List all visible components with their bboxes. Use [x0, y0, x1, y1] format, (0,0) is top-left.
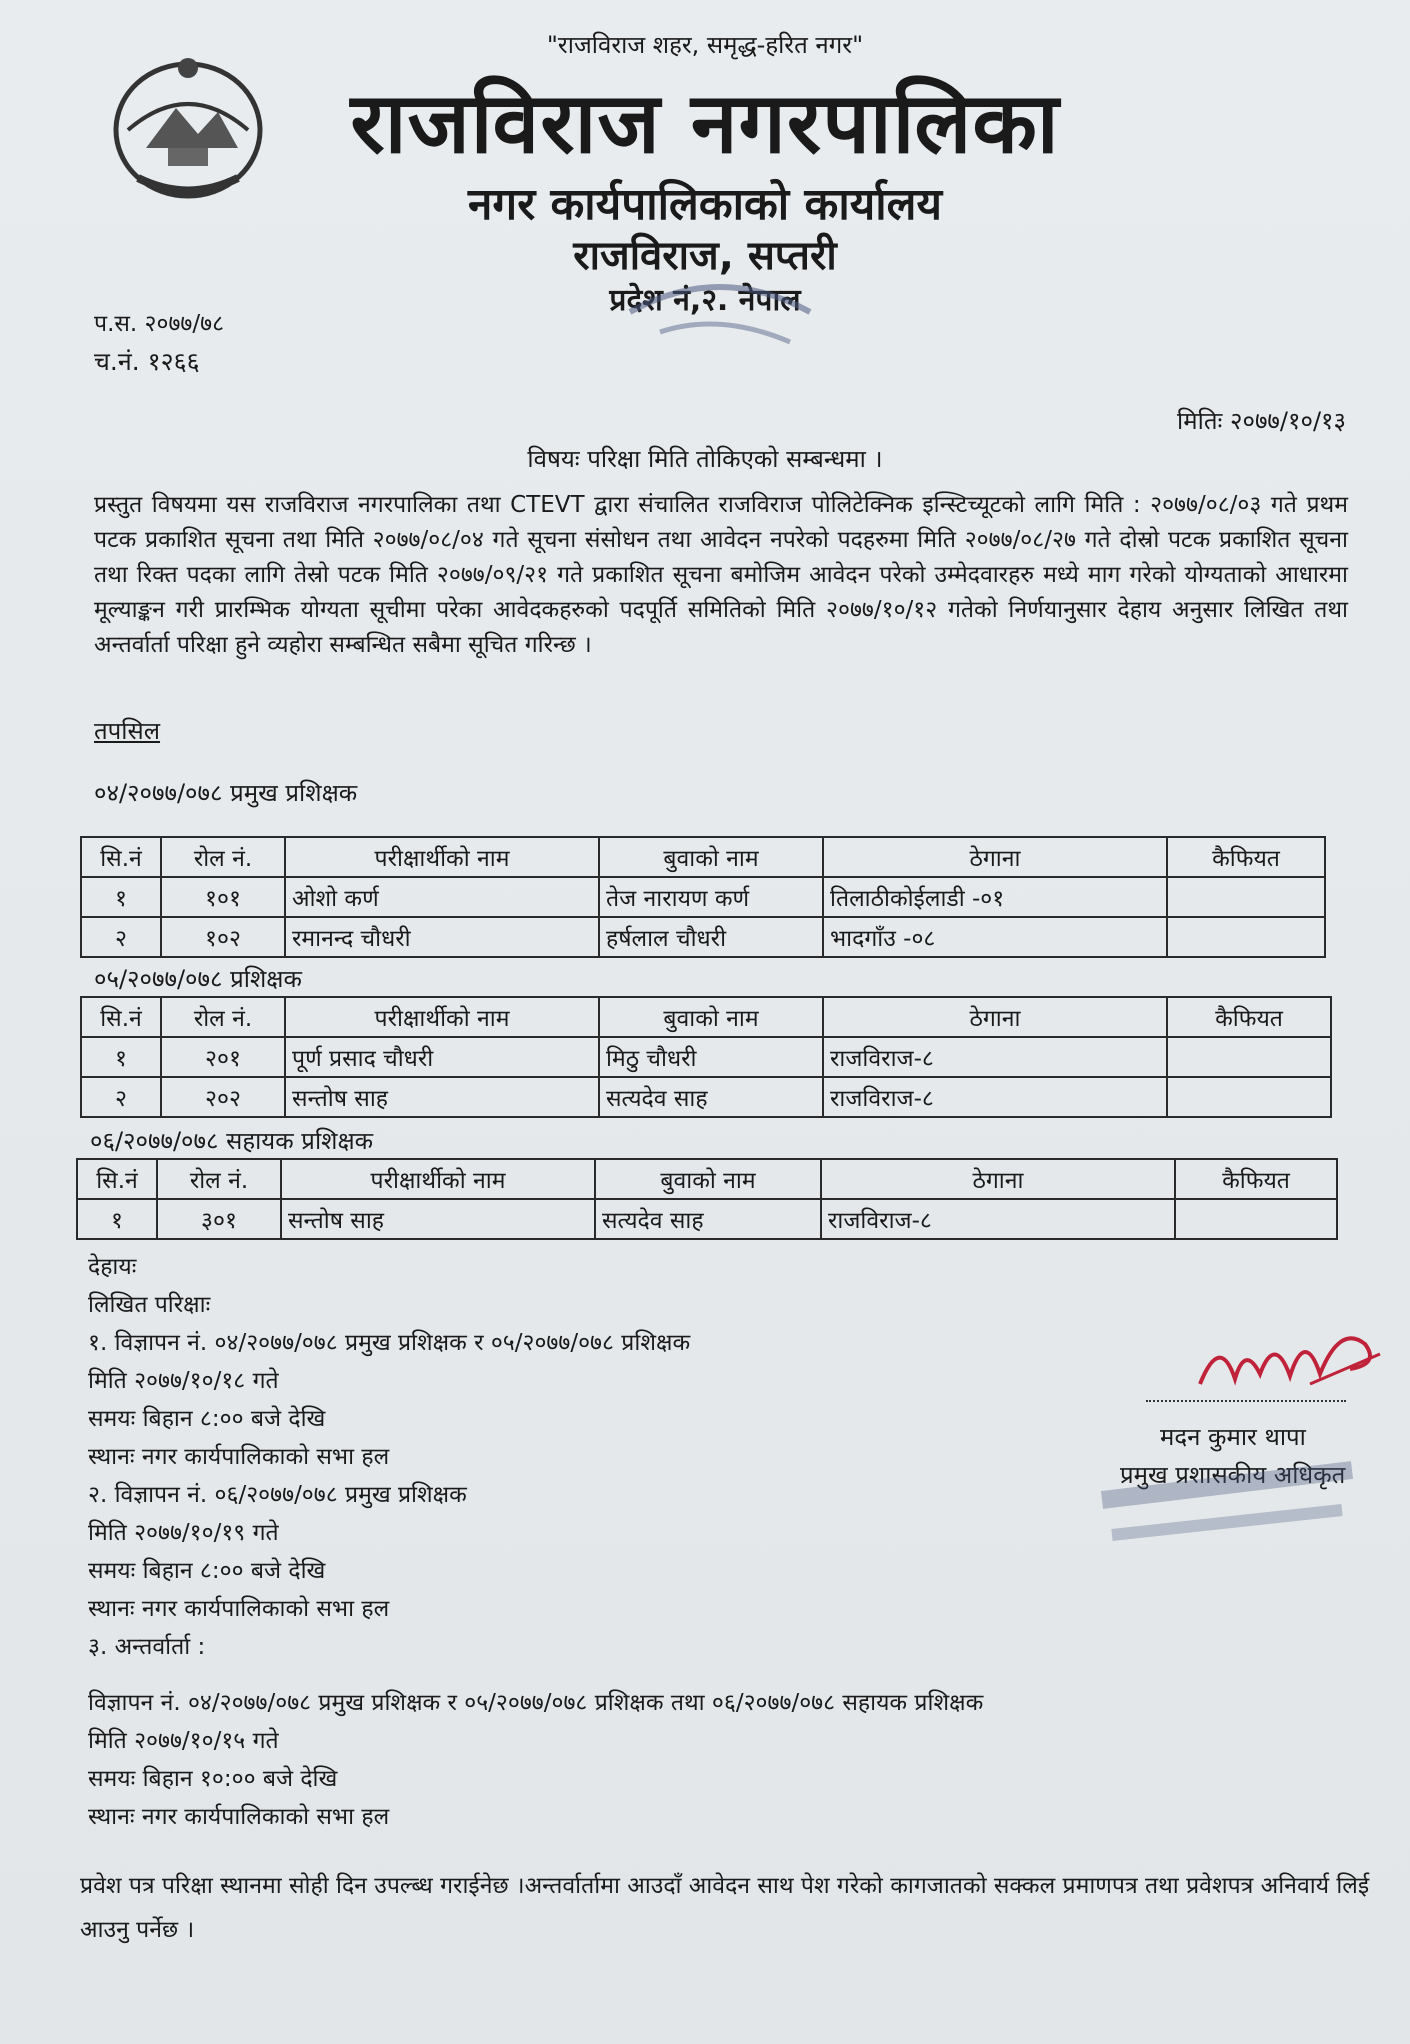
cell: २०२ — [161, 1077, 285, 1117]
cell: सत्यदेव साह — [599, 1077, 823, 1117]
dispatch-number: च.नं. १२६६ — [94, 347, 200, 376]
table-row — [81, 1037, 1331, 1077]
table-row — [77, 1199, 1337, 1239]
signatory-name: मदन कुमार थापा — [1160, 1423, 1306, 1451]
notice-body: प्रस्तुत विषयमा यस राजविराज नगरपालिका तथा CTEVT द्वारा संचालित राजविराज पोलिटेक्निक इन्स्टिच्यूटको लागि मिति : २०७७/०८/०३ गते प्रथम पटक प्रकाशित सूचना तथा मिति २०७७/०८/०४ गते सूचना संसोधन तथा आवेदन नपरेको पदहरुमा मिति २०७७/०८/२७ गते दोस्रो पटक प्रकाशित सूचना तथा रिक्त पदका लागि तेस्रो पटक मिति २०७७/०९/२१ गते प्रकाशित सूचना बमोजिम आवेदन परेको उम्मेदवारहरु मध्ये माग गरेको योग्यताको आधारमा मूल्याङ्कन गरी प्रारम्भिक योग्यता सूचीमा परेका आवेदकहरुको पदपूर्ति समितिको मिति २०७७/१०/१२ गतेको निर्णयानुसार देहाय अनुसार लिखित तथा अन्तर्वार्ता परिक्षा हुने व्यहोरा सम्बन्धित सबैमा सूचित गरिन्छ । — [94, 492, 1348, 658]
item2-date: मिति २०७७/१०/१९ गते — [88, 1520, 279, 1546]
item1-place: स्थानः नगर कार्यपालिकाको सभा हल — [88, 1444, 390, 1470]
candidate-table — [80, 836, 1326, 958]
fiscal-year-ref: प.स. २०७७/७८ — [94, 311, 225, 337]
item2-time: समयः बिहान ८:०० बजे देखि — [88, 1558, 326, 1584]
cell: २०१ — [161, 1037, 285, 1077]
cell: १ — [77, 1199, 157, 1239]
table-header-row — [81, 997, 1331, 1037]
cell — [1167, 1037, 1331, 1077]
cell: रमानन्द चौधरी — [285, 917, 599, 957]
cell: २ — [81, 917, 161, 957]
cell: १ — [81, 1037, 161, 1077]
col-header: कैफियत — [1167, 837, 1325, 877]
item2-place: स्थानः नगर कार्यपालिकाको सभा हल — [88, 1596, 390, 1622]
item3-date: मिति २०७७/१०/१५ गते — [88, 1728, 279, 1754]
cell — [1167, 1077, 1331, 1117]
cell: पूर्ण प्रसाद चौधरी — [285, 1037, 599, 1077]
cell: राजविराज-८ — [823, 1077, 1167, 1117]
cell: ३०१ — [157, 1199, 281, 1239]
cell: १०२ — [161, 917, 285, 957]
subject-line: विषयः परिक्षा मिति तोकिएको सम्बन्धमा । — [527, 445, 883, 473]
col-header: परीक्षार्थीको नाम — [285, 997, 599, 1037]
interview-heading: ३. अन्तर्वार्ता : — [88, 1634, 206, 1660]
province-line: प्रदेश नं,२. नेपाल — [609, 283, 801, 318]
signature-icon — [1190, 1314, 1390, 1414]
signatory-post: प्रमुख प्रशासकीय अधिकृत — [1120, 1461, 1346, 1489]
col-header: ठेगाना — [823, 997, 1167, 1037]
schedule-block — [88, 1248, 983, 1836]
details-heading: तपसिल — [94, 717, 161, 745]
col-header: ठेगाना — [821, 1159, 1175, 1199]
office-name: नगर कार्यपालिकाको कार्यालय — [468, 179, 942, 230]
table-header-row — [81, 837, 1325, 877]
cell — [1167, 917, 1325, 957]
candidate-table — [80, 996, 1332, 1118]
cell: सन्तोष साह — [281, 1199, 595, 1239]
col-header: रोल नं. — [161, 997, 285, 1037]
col-header: रोल नं. — [161, 837, 285, 877]
written-exam-heading: लिखित परिक्षाः — [88, 1292, 211, 1318]
cell: तेज नारायण कर्ण — [599, 877, 823, 917]
office-address: राजविराज, सप्तरी — [573, 233, 837, 279]
signature-line — [1146, 1400, 1346, 1402]
item2-heading: २. विज्ञापन नं. ०६/२०७७/०७८ प्रमुख प्रशिक्षक — [88, 1482, 467, 1508]
cell: १ — [81, 877, 161, 917]
item1-heading: १. विज्ञापन नं. ०४/२०७७/०७८ प्रमुख प्रशिक्षक र ०५/२०७७/०७८ प्रशिक्षक — [88, 1330, 691, 1356]
table-header-row — [77, 1159, 1337, 1199]
cell: मिठु चौधरी — [599, 1037, 823, 1077]
table-row — [81, 917, 1325, 957]
col-header: कैफियत — [1175, 1159, 1337, 1199]
cell: सत्यदेव साह — [595, 1199, 821, 1239]
section-title: ०५/२०७७/०७८ प्रशिक्षक — [94, 965, 302, 993]
col-header: बुवाको नाम — [595, 1159, 821, 1199]
cell: राजविराज-८ — [821, 1199, 1175, 1239]
item3-time: समयः बिहान १०:०० बजे देखि — [88, 1766, 338, 1792]
officer-stamp-icon — [1092, 1430, 1372, 1550]
col-header: परीक्षार्थीको नाम — [281, 1159, 595, 1199]
cell: राजविराज-८ — [823, 1037, 1167, 1077]
item3-heading: विज्ञापन नं. ०४/२०७७/०७८ प्रमुख प्रशिक्षक र ०५/२०७७/०७८ प्रशिक्षक तथा ०६/२०७७/०७८ सहायक प्रशिक्षक — [88, 1690, 984, 1716]
notice-date: मितिः २०७७/१०/१३ — [1177, 407, 1346, 435]
col-header: सि.नं — [81, 997, 161, 1037]
item1-time: समयः बिहान ८:०० बजे देखि — [88, 1406, 326, 1432]
col-header: सि.नं — [81, 837, 161, 877]
col-header: बुवाको नाम — [599, 997, 823, 1037]
cell: १०१ — [161, 877, 285, 917]
cell: २ — [81, 1077, 161, 1117]
col-header: बुवाको नाम — [599, 837, 823, 877]
col-header: ठेगाना — [823, 837, 1167, 877]
slogan: "राजविराज शहर, समृद्ध-हरित नगर" — [546, 31, 864, 59]
section-title: ०४/२०७७/०७८ प्रमुख प्रशिक्षक — [94, 779, 358, 807]
col-header: कैफियत — [1167, 997, 1331, 1037]
footer-note: प्रवेश पत्र परिक्षा स्थानमा सोही दिन उपल्ब्ध गराईनेछ ।अन्तर्वार्तामा आउदाँ आवेदन साथ पेश गरेको कागजातको सक्कल प्रमाणपत्र तथा प्रवेशपत्र अनिवार्य लिई आउनु पर्नेछ । — [80, 1873, 1370, 1943]
cell — [1167, 877, 1325, 917]
table-row — [81, 877, 1325, 917]
dehaya-label: देहायः — [88, 1254, 137, 1280]
section-title: ०६/२०७७/०७८ सहायक प्रशिक्षक — [90, 1127, 374, 1155]
cell: तिलाठीकोईलाडी -०१ — [823, 877, 1167, 917]
table-row — [81, 1077, 1331, 1117]
cell: ओशो कर्ण — [285, 877, 599, 917]
cell: भादगाँउ -०८ — [823, 917, 1167, 957]
col-header: सि.नं — [77, 1159, 157, 1199]
col-header: रोल नं. — [157, 1159, 281, 1199]
item3-place: स्थानः नगर कार्यपालिकाको सभा हल — [88, 1804, 390, 1830]
cell: हर्षलाल चौधरी — [599, 917, 823, 957]
col-header: परीक्षार्थीको नाम — [285, 837, 599, 877]
candidate-table — [76, 1158, 1338, 1240]
municipality-title: राजविराज नगरपालिका — [350, 74, 1060, 172]
received-stamp-icon — [620, 252, 820, 362]
cell: सन्तोष साह — [285, 1077, 599, 1117]
item1-date: मिति २०७७/१०/१८ गते — [88, 1368, 279, 1394]
cell — [1175, 1199, 1337, 1239]
